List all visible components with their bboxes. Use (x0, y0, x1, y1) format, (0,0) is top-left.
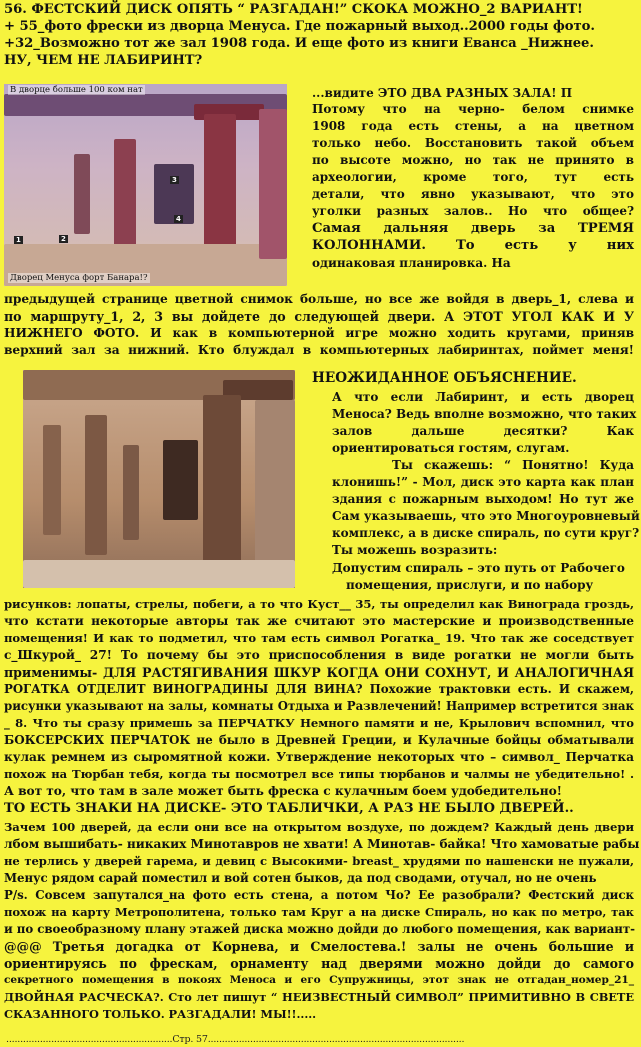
marker-4: 4 (176, 215, 181, 223)
text-line: Потому что на черно- белом снимке (312, 102, 634, 116)
text-line: помещения, прислуги, и по набору (346, 578, 594, 592)
text-line: Самая дальняя дверь за ТРЕМЯ (312, 221, 634, 236)
text-line: лбом вышибать- никаких Минотавров не хвати! А Минотав- байка! Что хамоватые рабы (4, 837, 640, 851)
palace-hall-color-photo (4, 84, 287, 286)
text-line: А что если Лабиринт, и есть дворец (332, 390, 634, 404)
text-line: @@@ Третья догадка от Корнева, и Смелостева.! залы не очень большие и (4, 939, 634, 954)
text-line: рисунки указывают на залы, комнаты Отдыха и Развлечений! Например встретится знак (4, 699, 634, 713)
text-line: ДВОЙНАЯ РАСЧЕСКА?. Сто лет пишут “ НЕИЗВЕСТНЫЙ СИМВОЛ” ПРИМИТИВНО В СВЕТЕ (4, 990, 634, 1004)
text-line: детали, что явно указывают, что это (312, 187, 634, 201)
header-line-4: НУ, ЧЕМ НЕ ЛАБИРИНТ? (4, 53, 203, 68)
text-line: похож на карту Метрополитена, только там Круг а на диске Спираль, но как по метро, так (4, 905, 634, 919)
text-line: Ты скажешь: “ Понятно! Куда (392, 458, 634, 472)
text-line: и по своеобразному плану этажей диска можно дойди до любого помещения, как вариант- (4, 922, 635, 936)
marker-2: 2 (61, 235, 66, 243)
text-line: Зачем 100 дверей, да если они все на открытом воздухе, по дождем? Каждый день двери (4, 820, 634, 834)
text-line: Меноса? Ведь вполне возможно, что таких (332, 407, 637, 421)
text-line: по высоте можно, но так не принято в (312, 153, 634, 167)
text-line: клонишь!” - Мол, диск это карта как план (332, 475, 634, 489)
header-line-3: +32_Возможно тот же зал 1908 года. И еще фото из книги Еванса _Нижнее. (4, 36, 594, 51)
text-line: А вот то, что там в зале может быть фреска с кулачным боем удобедительно! (4, 784, 562, 798)
text-line: залов дальше десятки? Как (332, 424, 634, 438)
text-line: СКАЗАННОГО ТОЛЬКО. РАЗГАДАЛИ! МЫ!!..... (4, 1007, 317, 1021)
section-heading: НЕОЖИДАННОЕ ОБЪЯСНЕНИЕ. (312, 370, 577, 386)
text-line: предыдущей странице цветной снимок больше, но все же войдя в дверь_1, слева и (4, 292, 634, 306)
photo1-caption-top: В дворце больше 100 ком нат (10, 85, 143, 95)
palace-hall-bw-photo (23, 370, 295, 588)
text-line: КОЛОННАМИ. То есть у них (312, 238, 634, 253)
text-line: только небо. Восстановить такой объем (312, 136, 634, 150)
text-line: здания с пожарным выходом! Но тут же (332, 492, 634, 506)
marker-3: 3 (172, 176, 177, 184)
text-line: кулак ремнем из сыромятной кожи. Утверждение некоторых что – символ_ Перчатка (4, 750, 634, 764)
text-line: НИЖНЕГО ФОТО. И как в компьютерной игре можно ходить кругами, приняв (4, 326, 634, 340)
text-line: P/s. Совсем запутался_на фото есть стена, а потом Чо? Ее разобрали? Фестский диск (4, 888, 634, 902)
section-heading: ТО ЕСТЬ ЗНАКИ НА ДИСКЕ- ЭТО ТАБЛИЧКИ, А РАЗ НЕ БЫЛО ДВЕРЕЙ.. (4, 801, 574, 816)
text-line: Менус рядом сарай поместил и вой сотен быков, да под сводами, отучал, но не очень (4, 871, 597, 885)
text-line: ориентируясь по фрескам, орнаменту над дверями можно дойди до самого (4, 956, 634, 971)
text-line: уголки разных залов.. Но что общее? (312, 204, 634, 218)
text-line: комплекс, а в диске спираль, по сути круг? (332, 526, 640, 540)
text-line: 1908 года есть стены, а на цветном (312, 119, 634, 133)
text-line: археологии, кроме того, тут есть (312, 170, 634, 184)
text-line: одинаковая планировка. На (312, 256, 511, 270)
text-line: Допустим спираль – это путь от Рабочего (332, 561, 625, 575)
text-line: РОГАТКА ОТДЕЛИТ ВИНОГРАДИНЫ ДЛЯ ВИНА? Похожие трактовки есть. И скажем, (4, 682, 634, 696)
header-line-2: + 55_фото фрески из дворца Менуса. Где пожарный выход..2000 годы фото. (4, 19, 595, 34)
text-line: помещения! И как то подметил, что там есть символ Рогатка_ 19. Что так же соседствует (4, 631, 634, 645)
text-line: Сам указываешь, что это Многоуровневый (332, 509, 640, 523)
text-line: применимы- ДЛЯ РАСТЯГИВАНИЯ ШКУР КОГДА ОНИ СОХНУТ, И АНАЛОГИЧНАЯ (4, 665, 634, 680)
header-line-1: 56. ФЕСТСКИЙ ДИСК ОПЯТЬ “ РАЗГАДАН!” СКОКА МОЖНО_2 ВАРИАНТ! (4, 2, 583, 17)
text-line: рисунков: лопаты, стрелы, побеги, а то что Куст__ 35, ты определил как Винограда гроздь, (4, 597, 634, 611)
text-line: _ 8. Что ты сразу примешь за ПЕРЧАТКУ Немного памяти и не, Крылович вспомнил, что (4, 716, 634, 730)
text-line: секретного помещения в покоях Меноса и его Супружницы, этот знак не отгадан_номер_21_ (4, 974, 634, 986)
text-line: что кстати некоторые авторы так же считают это мастерские и производственные (4, 614, 634, 628)
text-line: с_Шкурой_ 27! То почему бы это приспособления в виде рогатки не могли быть (4, 648, 634, 662)
text-line: ...видите ЭТО ДВА РАЗНЫХ ЗАЛА! П (312, 86, 573, 100)
text-line: по маршруту_1, 2, 3 вы дойдете до следующей двери. А ЭТОТ УГОЛ КАК И У (4, 309, 634, 324)
text-line: Ты можешь возразить: (332, 543, 498, 557)
text-line: БОКСЕРСКИХ ПЕРЧАТОК не было в Древней Греции, и Кулачные бойцы обматывали (4, 733, 634, 747)
text-line: не терлись у дверей гарема, и девиц с Высокими- breast_ хрудями по нашенски не пужали, (4, 854, 634, 868)
page-number: ...........................................................Стр. 57........................................................................................... (6, 1034, 465, 1045)
marker-1: 1 (16, 236, 21, 244)
photo1-caption-bottom: Дворец Менуса форт Банара!? (10, 273, 148, 283)
text-line: похож на Тюрбан тебя, когда ты посмотрел все типы тюрбанов и чалмы не убедительно! . (4, 767, 634, 781)
text-line: верхний зал за нижний. Кто блуждал в компьютерных лабиринтах, поймет меня! (4, 343, 634, 357)
text-line: ориентироваться гостям, слугам. (332, 441, 570, 455)
